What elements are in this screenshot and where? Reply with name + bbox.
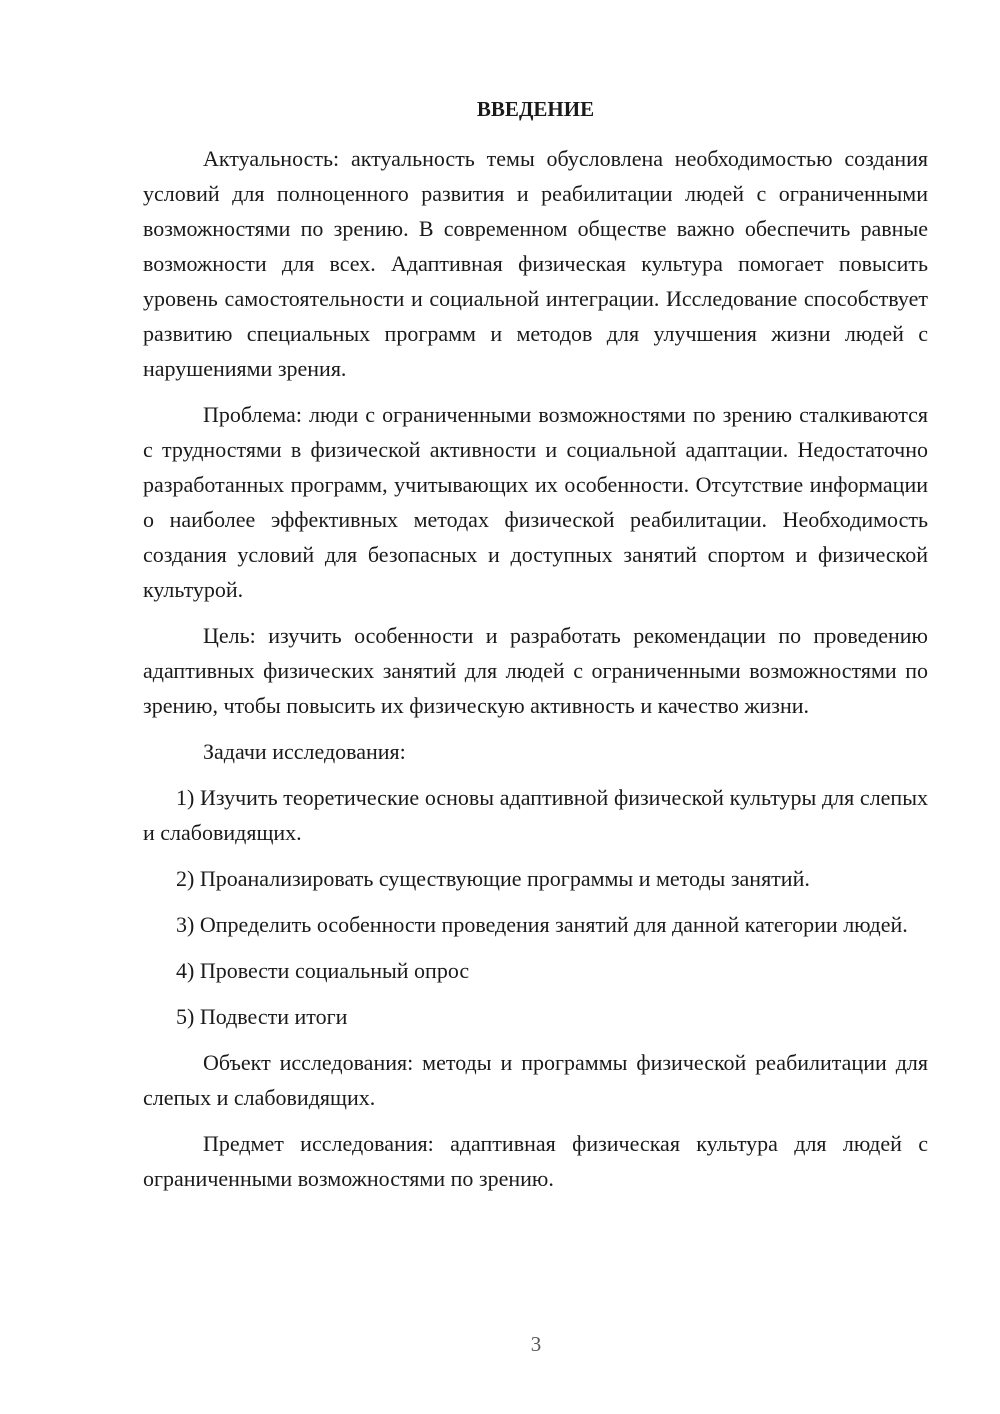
goal-paragraph: Цель: изучить особенности и разработать рекомендации по проведению адаптивных физических занятий для людей с ограниченными возможностями по зрению, чтобы повысить их физическую активность и качество жизни. [143,623,928,718]
object-paragraph: Объект исследования: методы и программы физической реабилитации для слепых и слабовидящих. [143,1050,928,1110]
task-item-3: 3) Определить особенности проведения занятий для данной категории людей. [176,912,908,937]
page-number: 3 [530,1332,542,1356]
subject-paragraph: Предмет исследования: адаптивная физическая культура для людей с ограниченными возможностями по зрению. [143,1131,928,1191]
problem-paragraph: Проблема: люди с ограниченными возможностями по зрению сталкиваются с трудностями в физической активности и социальной адаптации. Недостаточно разработанных программ, учитывающих их особенности. Отсутствие информации о наиболее эффективных методах физической реабилитации. Необходимость создания условий для безопасных и доступных занятий спортом и физической культурой. [143,402,928,602]
tasks-heading: Задачи исследования: [203,739,406,764]
task-item-4: 4) Провести социальный опрос [176,958,470,983]
task-item-1: 1) Изучить теоретические основы адаптивной физической культуры для слепых и слабовидящих. [143,785,928,845]
task-item-5: 5) Подвести итоги [176,1004,348,1029]
task-item-2: 2) Проанализировать существующие программы и методы занятий. [176,866,810,891]
page-title: ВВЕДЕНИЕ [476,97,595,121]
page-content [143,94,928,1196]
relevance-paragraph: Актуальность: актуальность темы обусловлена необходимостью создания условий для полноценного развития и реабилитации людей с ограниченными возможностями по зрению. В современном обществе важно обеспечить равные возможности для всех. Адаптивная физическая культура помогает повысить уровень самостоятельности и социальной интеграции. Исследование способствует развитию специальных программ и методов для улучшения жизни людей с нарушениями зрения. [143,146,928,381]
